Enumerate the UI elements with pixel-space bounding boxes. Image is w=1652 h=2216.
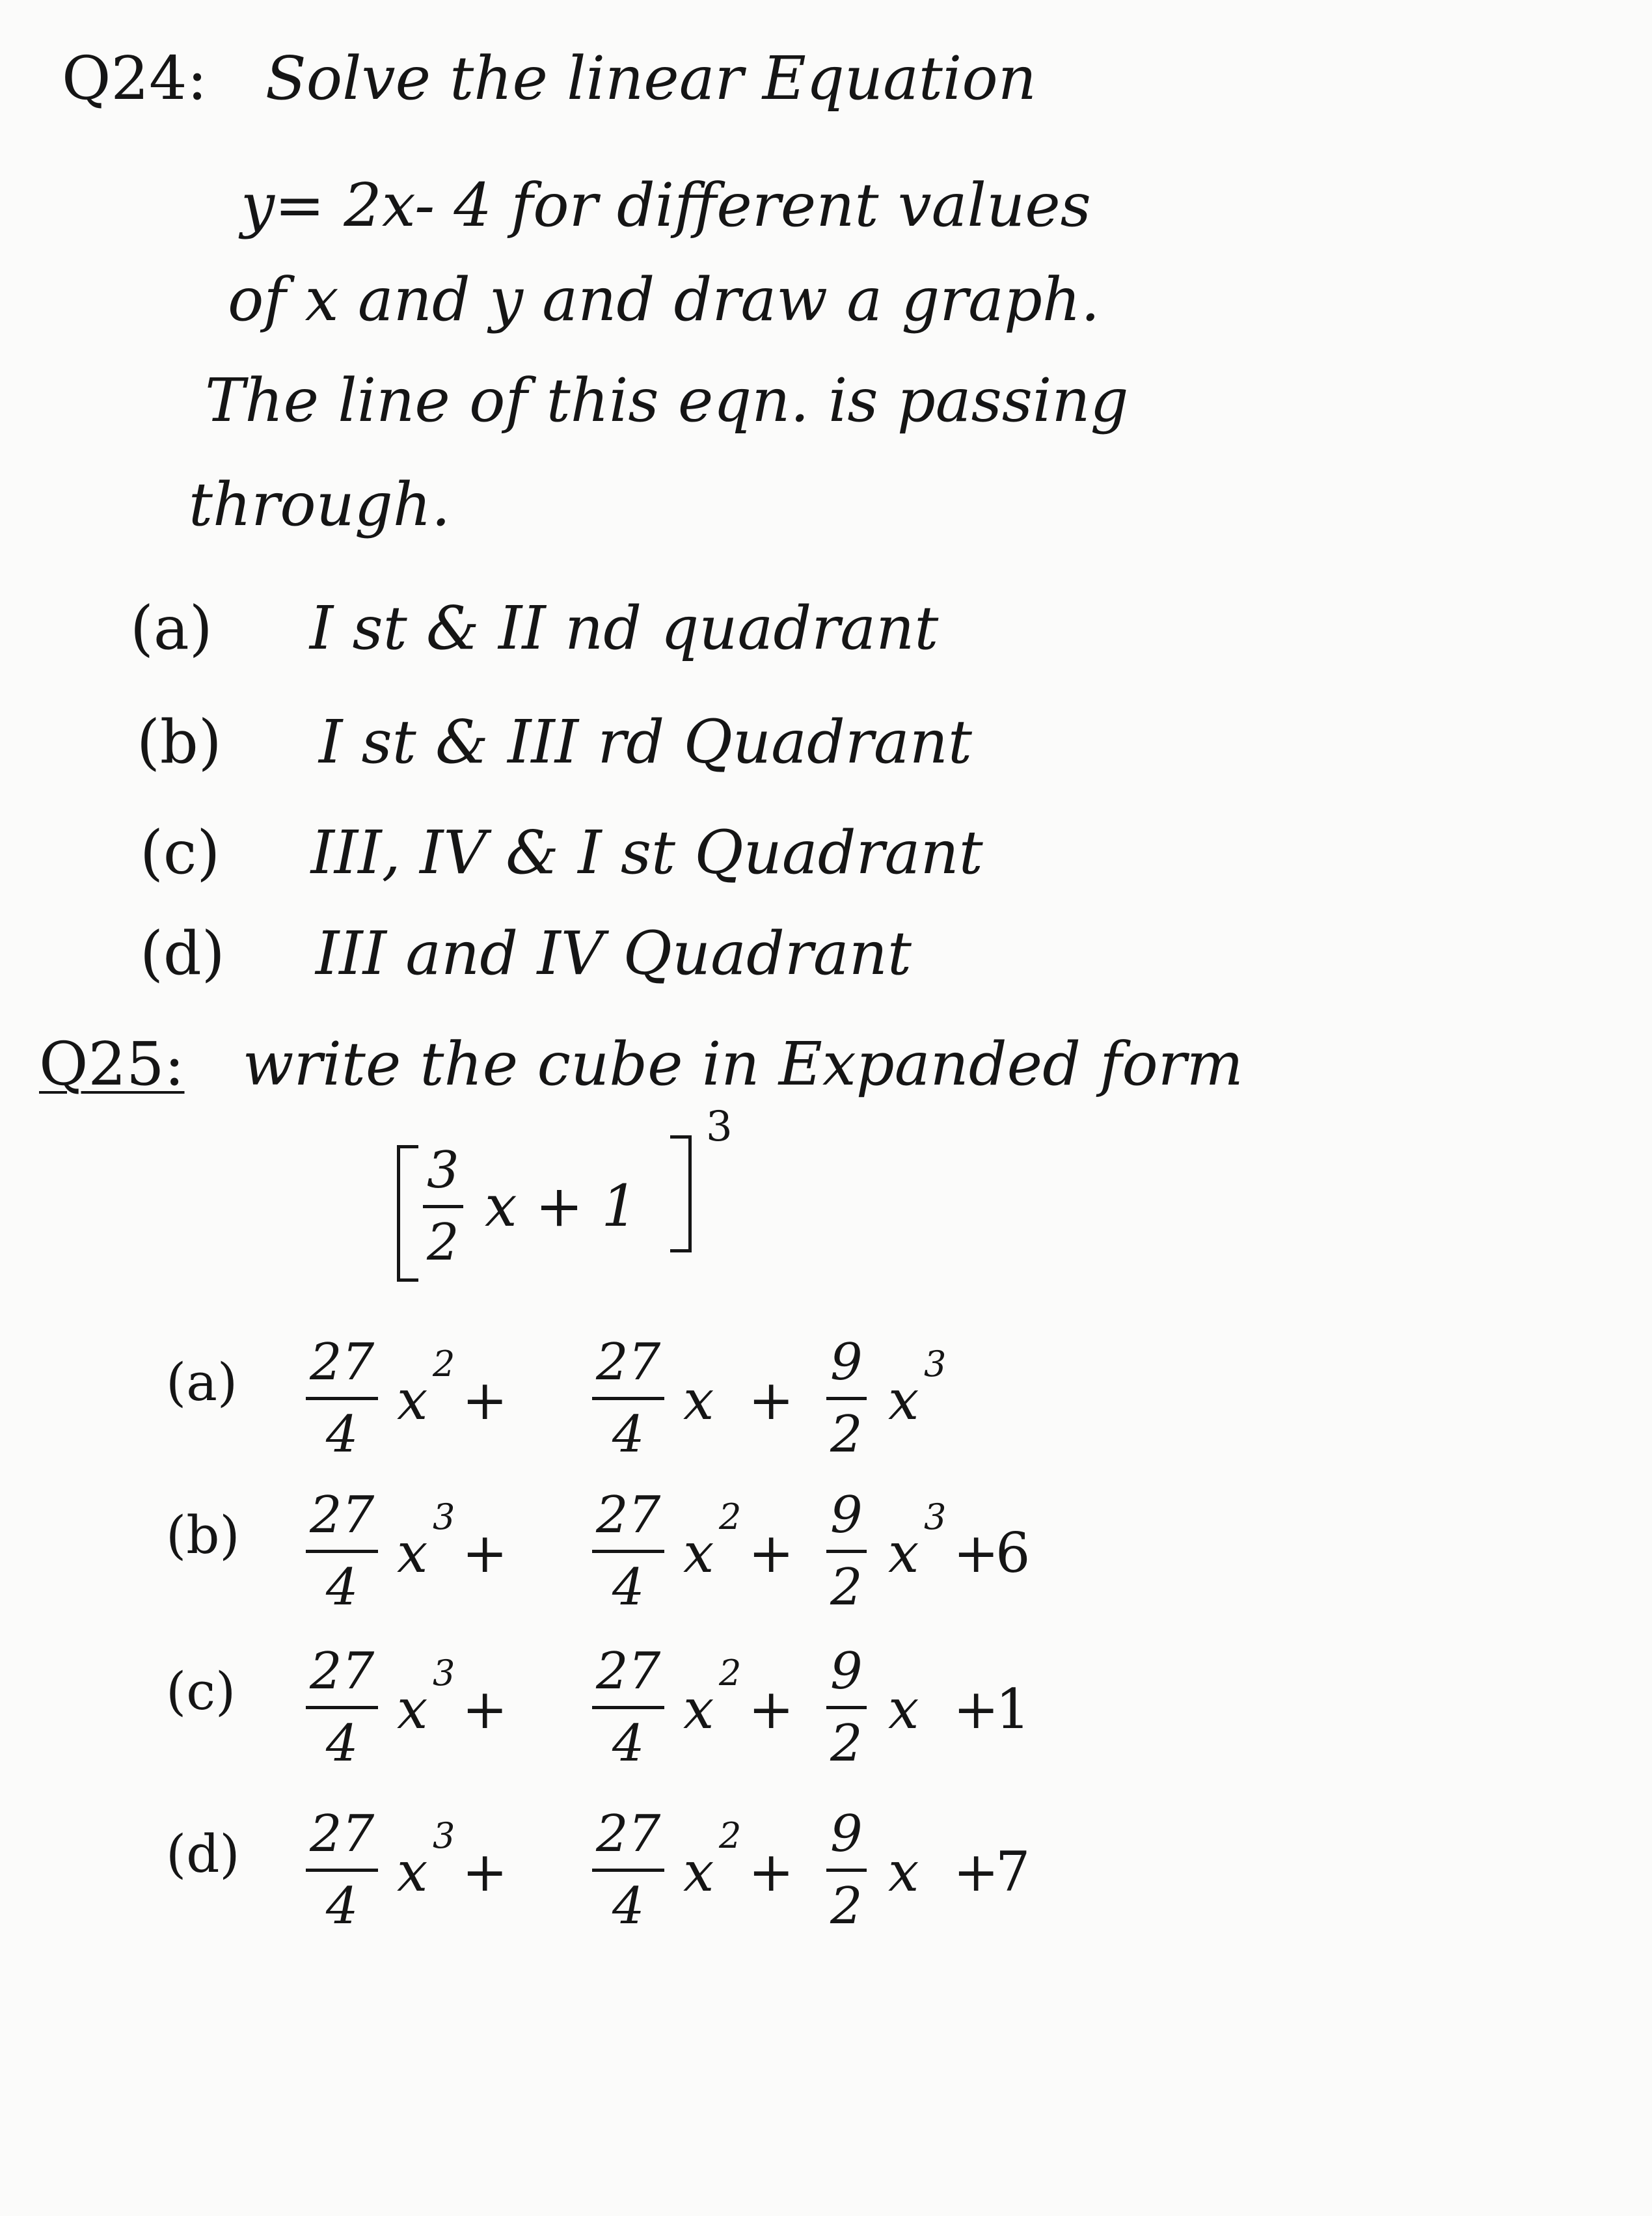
- fraction-numerator: 27: [596, 1642, 661, 1701]
- term-variable: x: [888, 1840, 919, 1904]
- fraction-numerator: 27: [310, 1333, 375, 1392]
- term-exponent: 3: [433, 1815, 455, 1856]
- term-exponent: 3: [433, 1653, 455, 1694]
- expr-power: 3: [706, 1103, 733, 1151]
- term-exponent: 2: [719, 1815, 742, 1856]
- q25-prompt: write the cube in Expanded form: [242, 1029, 1243, 1099]
- fraction-numerator: 27: [310, 1805, 375, 1863]
- fraction-denominator: 4: [612, 1877, 645, 1936]
- q24-option-a: [130, 593, 939, 663]
- q24-option-d-text: III and IV Quadrant: [315, 919, 912, 988]
- plus-operator: +: [462, 1840, 508, 1904]
- fraction-numerator: 9: [830, 1642, 863, 1701]
- term-fraction: [826, 1333, 867, 1464]
- term-exponent: 2: [719, 1496, 742, 1537]
- q24-option-c-label: (c): [140, 818, 221, 887]
- term-variable: x: [683, 1521, 714, 1585]
- q24-line-4: The line of this eqn. is passing: [205, 366, 1129, 435]
- term-variable: x: [397, 1840, 428, 1904]
- expr-fraction: [423, 1141, 463, 1272]
- term-exponent: 3: [433, 1496, 455, 1537]
- expr-rest: x + 1: [485, 1172, 638, 1239]
- term-fraction: [826, 1805, 867, 1936]
- q24-option-b: [137, 707, 972, 777]
- term-fraction: [592, 1333, 664, 1464]
- term-variable: x: [683, 1677, 714, 1741]
- fraction-denominator: 4: [325, 1714, 359, 1773]
- q25-line-1: [39, 1029, 1243, 1099]
- q25-option-label: (a): [166, 1352, 238, 1412]
- q24-line-1: [62, 44, 1036, 113]
- fraction-numerator: 9: [830, 1333, 863, 1392]
- expr-fraction-num: 3: [427, 1141, 459, 1200]
- q24-option-a-label: (a): [130, 593, 213, 663]
- plus-operator: +: [748, 1521, 794, 1585]
- term-fraction: [826, 1642, 867, 1773]
- q24-number: Q24:: [62, 44, 208, 113]
- fraction-numerator: 27: [596, 1333, 661, 1392]
- plus-operator: +: [462, 1677, 508, 1741]
- q24-option-c-text: III, IV & I st Quadrant: [310, 818, 983, 887]
- q24-line-3: of x and y and draw a graph.: [228, 265, 1100, 334]
- q24-text-1: Solve the linear Equation: [265, 44, 1036, 113]
- q24-line-2: y= 2x- 4 for different values: [241, 170, 1091, 240]
- term-variable: x: [888, 1677, 919, 1741]
- fraction-denominator: 4: [612, 1558, 645, 1617]
- q24-option-b-text: I st & III rd Quadrant: [318, 707, 972, 777]
- term-exponent: 2: [719, 1653, 742, 1694]
- left-bracket: [397, 1145, 418, 1282]
- plus-operator: +: [953, 1521, 999, 1585]
- q24-option-a-text: I st & II nd quadrant: [309, 593, 939, 663]
- fraction-numerator: 27: [310, 1642, 375, 1701]
- term-variable: x: [397, 1677, 428, 1741]
- term-variable: x: [683, 1368, 714, 1432]
- plus-operator: +: [748, 1840, 794, 1904]
- plus-operator: +: [462, 1368, 508, 1432]
- fraction-denominator: 4: [325, 1877, 359, 1936]
- q25-option-label: (d): [166, 1824, 240, 1884]
- q24-option-c: [140, 818, 983, 887]
- term-fraction: [306, 1642, 378, 1773]
- fraction-denominator: 4: [612, 1714, 645, 1773]
- fraction-denominator: 2: [830, 1405, 863, 1464]
- term-fraction: [592, 1805, 664, 1936]
- q24-option-d: [140, 919, 912, 988]
- term-variable: x: [888, 1368, 919, 1432]
- fraction-numerator: 27: [596, 1486, 661, 1545]
- constant-term: 7: [995, 1840, 1031, 1904]
- term-exponent: 3: [924, 1496, 947, 1537]
- fraction-denominator: 4: [612, 1405, 645, 1464]
- plus-operator: +: [953, 1840, 999, 1904]
- term-fraction: [592, 1486, 664, 1617]
- term-variable: x: [397, 1521, 428, 1585]
- term-fraction: [592, 1642, 664, 1773]
- term-fraction: [826, 1486, 867, 1617]
- plus-operator: +: [748, 1677, 794, 1741]
- constant-term: 1: [995, 1677, 1031, 1741]
- fraction-denominator: 4: [325, 1405, 359, 1464]
- plus-operator: +: [462, 1521, 508, 1585]
- term-fraction: [306, 1333, 378, 1464]
- term-exponent: 3: [924, 1344, 947, 1385]
- term-fraction: [306, 1486, 378, 1617]
- expr-fraction-den: 2: [427, 1213, 459, 1272]
- q25-option-label: (c): [166, 1661, 236, 1722]
- fraction-denominator: 2: [830, 1714, 863, 1773]
- term-variable: x: [888, 1521, 919, 1585]
- fraction-numerator: 27: [310, 1486, 375, 1545]
- term-variable: x: [683, 1840, 714, 1904]
- constant-term: 6: [995, 1521, 1031, 1585]
- fraction-numerator: 9: [830, 1805, 863, 1863]
- q24-line-5: through.: [189, 470, 451, 539]
- term-exponent: 2: [433, 1344, 455, 1385]
- fraction-numerator: 27: [596, 1805, 661, 1863]
- fraction-numerator: 9: [830, 1486, 863, 1545]
- right-bracket: [670, 1135, 692, 1252]
- term-variable: x: [397, 1368, 428, 1432]
- q24-option-d-label: (d): [140, 919, 225, 988]
- q24-option-b-label: (b): [137, 707, 222, 777]
- term-fraction: [306, 1805, 378, 1936]
- fraction-denominator: 2: [830, 1877, 863, 1936]
- fraction-denominator: 2: [830, 1558, 863, 1617]
- plus-operator: +: [748, 1368, 794, 1432]
- fraction-denominator: 4: [325, 1558, 359, 1617]
- q25-option-label: (b): [166, 1505, 240, 1565]
- q25-number: Q25:: [39, 1029, 185, 1099]
- plus-operator: +: [953, 1677, 999, 1741]
